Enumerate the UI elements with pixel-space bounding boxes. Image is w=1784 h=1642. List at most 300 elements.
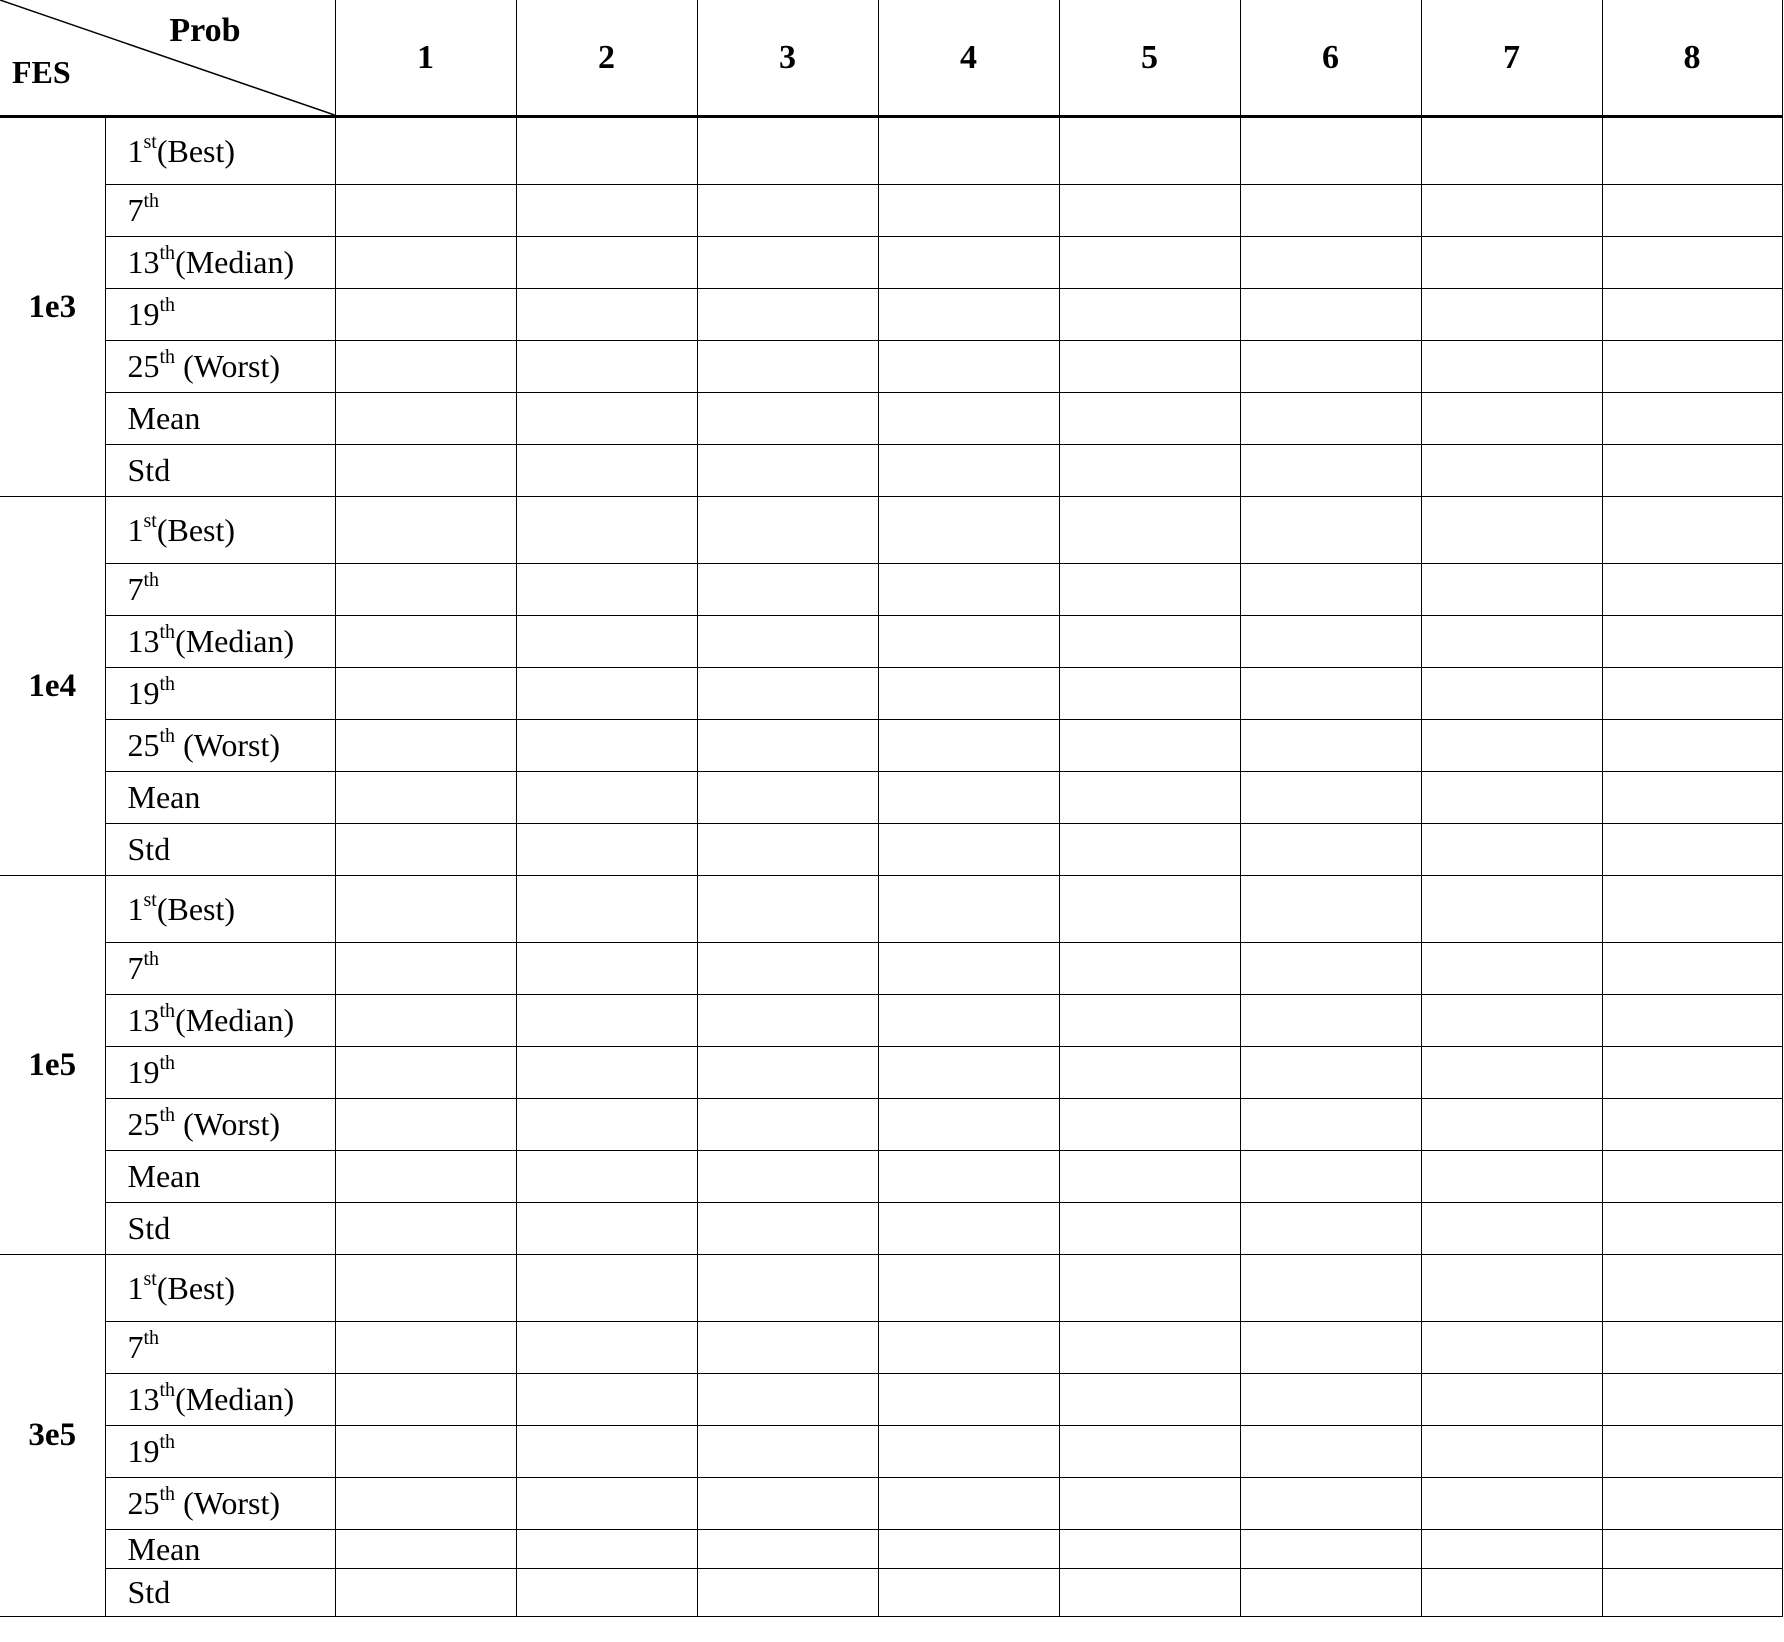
data-cell[interactable] [1602,289,1782,341]
data-cell[interactable] [1059,564,1240,616]
data-cell[interactable] [1421,1426,1602,1478]
stat-label-main: Mean [127,400,201,436]
stat-label-main: 25 [127,1106,160,1142]
data-cell[interactable] [697,720,878,772]
data-cell[interactable] [1059,393,1240,445]
data-cell[interactable] [878,1478,1059,1530]
data-cell[interactable] [335,185,516,237]
data-cell[interactable] [1421,185,1602,237]
data-cell[interactable] [516,564,697,616]
data-cell[interactable] [1421,1255,1602,1322]
stat-label [105,943,335,995]
data-cell[interactable] [1240,1530,1421,1569]
stat-label-main: 19 [127,296,160,332]
data-cell[interactable] [335,237,516,289]
data-cell[interactable] [697,1426,878,1478]
data-cell[interactable] [1240,1203,1421,1255]
data-cell[interactable] [1602,1478,1782,1530]
data-cell[interactable] [516,616,697,668]
data-cell[interactable] [878,1151,1059,1203]
data-cell[interactable] [1602,1099,1782,1151]
stat-label [105,1322,335,1374]
data-cell[interactable] [1602,824,1782,876]
data-cell[interactable] [1421,289,1602,341]
stat-label [105,1099,335,1151]
data-cell[interactable] [878,341,1059,393]
table-row [0,772,1782,824]
data-cell[interactable] [516,445,697,497]
data-cell[interactable] [516,995,697,1047]
stat-label [105,1374,335,1426]
data-cell[interactable] [516,1478,697,1530]
data-cell[interactable] [1421,720,1602,772]
column-header: 1 [335,0,516,117]
data-cell[interactable] [1421,393,1602,445]
data-cell[interactable] [1240,943,1421,995]
data-cell[interactable] [1240,393,1421,445]
data-cell[interactable] [1421,237,1602,289]
data-cell[interactable] [1602,616,1782,668]
fes-group-label: 1e3 [0,117,105,497]
stat-label-ordinal-suffix: th [159,1000,176,1022]
data-cell[interactable] [1602,564,1782,616]
data-cell[interactable] [335,564,516,616]
data-cell[interactable] [335,616,516,668]
data-cell[interactable] [1240,445,1421,497]
data-cell[interactable] [516,117,697,185]
table-row [0,1099,1782,1151]
data-cell[interactable] [1421,1099,1602,1151]
data-cell[interactable] [335,289,516,341]
table-body [0,117,1782,1617]
data-cell[interactable] [335,1322,516,1374]
data-cell[interactable] [878,1530,1059,1569]
data-cell[interactable] [335,1426,516,1478]
data-cell[interactable] [1421,943,1602,995]
data-cell[interactable] [516,1426,697,1478]
data-cell[interactable] [878,117,1059,185]
stat-label-main: Std [127,1210,171,1246]
data-cell[interactable] [1059,1255,1240,1322]
data-cell[interactable] [1059,237,1240,289]
data-cell[interactable] [335,995,516,1047]
data-cell[interactable] [1059,824,1240,876]
data-cell[interactable] [697,1099,878,1151]
data-cell[interactable] [1421,616,1602,668]
data-cell[interactable] [1602,1047,1782,1099]
data-cell[interactable] [878,772,1059,824]
data-cell[interactable] [1240,117,1421,185]
data-cell[interactable] [1240,1569,1421,1617]
data-cell[interactable] [335,393,516,445]
data-cell[interactable] [1059,1530,1240,1569]
data-cell[interactable] [335,1099,516,1151]
data-cell[interactable] [516,1569,697,1617]
table-row [0,497,1782,564]
column-header: 6 [1240,0,1421,117]
data-cell[interactable] [878,497,1059,564]
data-cell[interactable] [335,1569,516,1617]
data-cell[interactable] [878,1569,1059,1617]
data-cell[interactable] [697,616,878,668]
data-cell[interactable] [878,1255,1059,1322]
data-cell[interactable] [878,616,1059,668]
data-cell[interactable] [1421,497,1602,564]
stat-label-main: Std [127,831,171,867]
data-cell[interactable] [335,1374,516,1426]
data-cell[interactable] [335,1047,516,1099]
stat-label [105,995,335,1047]
data-cell[interactable] [516,1322,697,1374]
data-cell[interactable] [1059,1426,1240,1478]
data-cell[interactable] [697,1530,878,1569]
data-cell[interactable] [1059,1322,1240,1374]
stat-label [105,497,335,564]
data-cell[interactable] [878,1099,1059,1151]
data-cell[interactable] [516,1099,697,1151]
data-cell[interactable] [1602,1426,1782,1478]
data-cell[interactable] [697,1569,878,1617]
data-cell[interactable] [1059,1047,1240,1099]
stat-label-ordinal-suffix: th [159,673,176,695]
data-cell[interactable] [1602,1569,1782,1617]
data-cell[interactable] [1059,616,1240,668]
data-cell[interactable] [697,772,878,824]
data-cell[interactable] [1059,1569,1240,1617]
data-cell[interactable] [1602,876,1782,943]
data-cell[interactable] [335,876,516,943]
table-row [0,1530,1782,1569]
data-cell[interactable] [1602,393,1782,445]
data-cell[interactable] [1240,876,1421,943]
stat-label [105,1530,335,1569]
data-cell[interactable] [335,824,516,876]
column-header: 3 [697,0,878,117]
data-cell[interactable] [697,445,878,497]
data-cell[interactable] [1602,1151,1782,1203]
stat-label-main: 13 [127,244,160,280]
data-cell[interactable] [1602,772,1782,824]
stat-label-qualifier: (Median) [175,1002,295,1038]
data-cell[interactable] [516,1374,697,1426]
data-cell[interactable] [1602,117,1782,185]
data-cell[interactable] [878,289,1059,341]
data-cell[interactable] [516,1530,697,1569]
data-cell[interactable] [697,289,878,341]
data-cell[interactable] [335,1478,516,1530]
data-cell[interactable] [335,772,516,824]
data-cell[interactable] [1059,1203,1240,1255]
data-cell[interactable] [1059,720,1240,772]
data-cell[interactable] [1240,564,1421,616]
data-cell[interactable] [335,117,516,185]
table-row [0,943,1782,995]
data-cell[interactable] [1421,876,1602,943]
table-row [0,237,1782,289]
data-cell[interactable] [697,1151,878,1203]
stat-label [105,1569,335,1617]
stat-label-main: Mean [127,1158,201,1194]
data-cell[interactable] [1602,237,1782,289]
stat-label-main: 19 [127,1054,160,1090]
data-cell[interactable] [1240,1478,1421,1530]
data-cell[interactable] [1059,772,1240,824]
stat-label-ordinal-suffix: th [159,1483,176,1505]
data-cell[interactable] [697,117,878,185]
data-cell[interactable] [1602,1374,1782,1426]
data-cell[interactable] [1240,1047,1421,1099]
data-cell[interactable] [697,1478,878,1530]
data-cell[interactable] [1421,117,1602,185]
data-cell[interactable] [1421,445,1602,497]
stat-label-ordinal-suffix: st [143,888,157,911]
data-cell[interactable] [1059,1374,1240,1426]
data-cell[interactable] [878,668,1059,720]
data-cell[interactable] [1421,1530,1602,1569]
data-cell[interactable] [1602,341,1782,393]
data-cell[interactable] [516,668,697,720]
data-cell[interactable] [1059,668,1240,720]
data-cell[interactable] [878,185,1059,237]
data-cell[interactable] [1602,1203,1782,1255]
data-cell[interactable] [1059,943,1240,995]
data-cell[interactable] [335,445,516,497]
table-row [0,1322,1782,1374]
data-cell[interactable] [697,668,878,720]
data-cell[interactable] [516,393,697,445]
stat-label [105,445,335,497]
data-cell[interactable] [878,1322,1059,1374]
data-cell[interactable] [878,445,1059,497]
data-cell[interactable] [697,497,878,564]
data-cell[interactable] [1421,995,1602,1047]
column-header: 7 [1421,0,1602,117]
data-cell[interactable] [1059,876,1240,943]
table-row [0,824,1782,876]
data-cell[interactable] [878,237,1059,289]
data-cell[interactable] [516,824,697,876]
data-cell[interactable] [1602,185,1782,237]
data-cell[interactable] [1421,824,1602,876]
data-cell[interactable] [697,824,878,876]
stat-label-main: Std [127,1574,171,1610]
table-row [0,564,1782,616]
data-cell[interactable] [1240,1255,1421,1322]
data-cell[interactable] [335,720,516,772]
data-cell[interactable] [1059,1099,1240,1151]
data-cell[interactable] [335,1203,516,1255]
data-cell[interactable] [878,943,1059,995]
data-cell[interactable] [335,1530,516,1569]
table-row [0,1047,1782,1099]
stat-label-ordinal-suffix: th [159,1104,176,1126]
data-cell[interactable] [516,1151,697,1203]
data-cell[interactable] [516,720,697,772]
table-row [0,876,1782,943]
data-cell[interactable] [878,1047,1059,1099]
data-cell[interactable] [335,943,516,995]
data-cell[interactable] [1421,1151,1602,1203]
data-cell[interactable] [1059,497,1240,564]
stat-label-main: 13 [127,623,160,659]
stat-label [105,824,335,876]
data-cell[interactable] [1240,824,1421,876]
stat-label-ordinal-suffix: th [159,725,176,747]
data-cell[interactable] [1240,1322,1421,1374]
stat-label-ordinal-suffix: th [143,948,160,970]
data-cell[interactable] [878,720,1059,772]
data-cell[interactable] [878,393,1059,445]
data-cell[interactable] [697,393,878,445]
data-cell[interactable] [335,668,516,720]
data-cell[interactable] [1421,1047,1602,1099]
data-cell[interactable] [335,341,516,393]
stat-label [105,185,335,237]
data-cell[interactable] [516,1047,697,1099]
data-cell[interactable] [1602,1530,1782,1569]
table-row [0,1478,1782,1530]
table-row [0,445,1782,497]
data-cell[interactable] [697,1255,878,1322]
data-cell[interactable] [1240,720,1421,772]
data-cell[interactable] [1240,616,1421,668]
data-cell[interactable] [1059,185,1240,237]
data-cell[interactable] [1421,772,1602,824]
data-cell[interactable] [1602,1322,1782,1374]
table-row [0,117,1782,185]
column-header: 4 [878,0,1059,117]
data-cell[interactable] [1421,564,1602,616]
data-cell[interactable] [1240,995,1421,1047]
data-cell[interactable] [1240,1374,1421,1426]
data-cell[interactable] [1240,1099,1421,1151]
data-cell[interactable] [1059,289,1240,341]
stat-label [105,289,335,341]
data-cell[interactable] [878,1374,1059,1426]
stat-label-ordinal-suffix: th [159,1379,176,1401]
data-cell[interactable] [1240,1426,1421,1478]
data-cell[interactable] [1059,1151,1240,1203]
stat-label [105,341,335,393]
data-cell[interactable] [1240,289,1421,341]
data-cell[interactable] [516,289,697,341]
prob-header-label: Prob [169,12,241,49]
stat-label-qualifier: (Median) [175,244,295,280]
data-cell[interactable] [1602,720,1782,772]
data-cell[interactable] [335,1255,516,1322]
fes-header-label: FES [12,54,71,90]
data-cell[interactable] [1059,341,1240,393]
data-cell[interactable] [878,564,1059,616]
data-cell[interactable] [1059,1478,1240,1530]
data-cell[interactable] [1240,497,1421,564]
data-cell[interactable] [1602,445,1782,497]
stat-label-ordinal-suffix: th [143,1327,160,1349]
data-cell[interactable] [335,1151,516,1203]
data-cell[interactable] [1240,1151,1421,1203]
stat-label-qualifier: (Worst) [175,727,281,763]
stat-label [105,393,335,445]
data-cell[interactable] [697,876,878,943]
data-cell[interactable] [1240,237,1421,289]
data-cell[interactable] [697,1203,878,1255]
data-cell[interactable] [878,1203,1059,1255]
data-cell[interactable] [1421,668,1602,720]
stat-label [105,237,335,289]
data-cell[interactable] [1059,445,1240,497]
data-cell[interactable] [516,876,697,943]
data-cell[interactable] [1240,772,1421,824]
data-cell[interactable] [1421,1374,1602,1426]
data-cell[interactable] [878,876,1059,943]
stat-label-main: 7 [127,1329,144,1365]
data-cell[interactable] [1421,341,1602,393]
data-cell[interactable] [1602,943,1782,995]
data-cell[interactable] [1421,1322,1602,1374]
data-cell[interactable] [516,772,697,824]
stat-label-ordinal-suffix: th [159,294,176,316]
data-cell[interactable] [1421,1478,1602,1530]
data-cell[interactable] [516,237,697,289]
data-cell[interactable] [516,341,697,393]
data-cell[interactable] [516,497,697,564]
table-row [0,1374,1782,1426]
stat-label-ordinal-suffix: st [143,130,157,153]
data-cell[interactable] [516,1203,697,1255]
stat-label-main: Std [127,452,171,488]
data-cell[interactable] [1602,497,1782,564]
data-cell[interactable] [1059,995,1240,1047]
data-cell[interactable] [1240,668,1421,720]
data-cell[interactable] [1421,1203,1602,1255]
stat-label-qualifier: (Worst) [175,1485,281,1521]
data-cell[interactable] [697,341,878,393]
stat-label-ordinal-suffix: th [159,621,176,643]
stat-label-main: 1 [127,132,144,169]
data-cell[interactable] [697,1374,878,1426]
data-cell[interactable] [1240,341,1421,393]
data-cell[interactable] [697,943,878,995]
data-cell[interactable] [335,497,516,564]
data-cell[interactable] [697,237,878,289]
stat-label-qualifier: (Best) [156,890,236,927]
data-cell[interactable] [1240,185,1421,237]
data-cell[interactable] [1602,668,1782,720]
data-cell[interactable] [697,185,878,237]
data-cell[interactable] [878,1426,1059,1478]
data-cell[interactable] [516,185,697,237]
data-cell[interactable] [697,1322,878,1374]
stat-label-main: 25 [127,1485,160,1521]
data-cell[interactable] [1602,995,1782,1047]
stat-label-ordinal-suffix: th [159,1431,176,1453]
table-row [0,289,1782,341]
stat-label-qualifier: (Best) [156,511,236,548]
data-cell[interactable] [1421,1569,1602,1617]
data-cell[interactable] [1602,1255,1782,1322]
data-cell[interactable] [878,824,1059,876]
data-cell[interactable] [878,995,1059,1047]
data-cell[interactable] [516,943,697,995]
stat-label-main: 25 [127,348,160,384]
stat-label-qualifier: (Best) [156,1269,236,1306]
stat-label-ordinal-suffix: st [143,509,157,532]
data-cell[interactable] [697,995,878,1047]
data-cell[interactable] [697,1047,878,1099]
data-cell[interactable] [1059,117,1240,185]
data-cell[interactable] [516,1255,697,1322]
data-cell[interactable] [697,564,878,616]
